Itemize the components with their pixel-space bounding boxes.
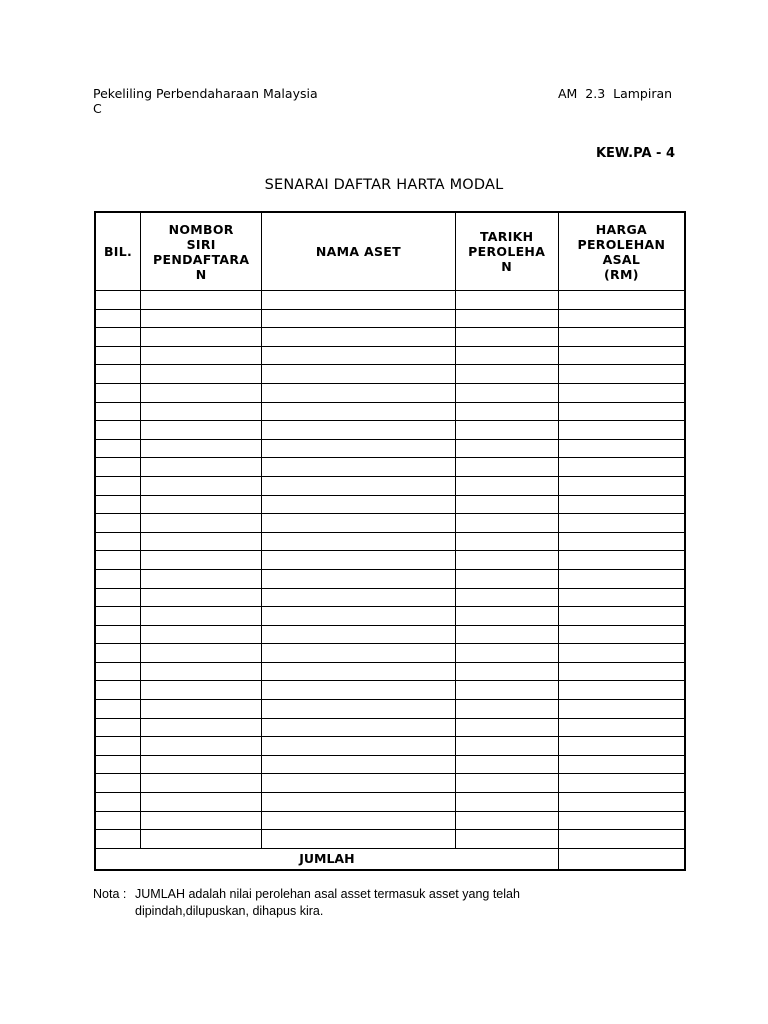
table-row [96,662,685,681]
harga-cell[interactable] [558,644,684,663]
harga-cell[interactable] [558,681,684,700]
column-header-nombor-siri [141,213,262,291]
bil-cell[interactable] [96,421,141,440]
column-header-label: HARGA PEROLEHAN ASAL (RM) [577,221,666,282]
column-header-tarikh [455,213,558,291]
harga-cell[interactable] [558,793,684,812]
tarikh-cell[interactable] [455,569,558,588]
table-row [96,551,685,570]
nama-aset-cell[interactable] [262,495,455,514]
nama-aset-cell[interactable] [262,365,455,384]
bil-cell[interactable] [96,495,141,514]
nama-aset-cell[interactable] [262,774,455,793]
tarikh-cell[interactable] [455,644,558,663]
bil-cell[interactable] [96,291,141,310]
harga-cell[interactable] [558,383,684,402]
total-label: JUMLAH [96,848,559,869]
harga-cell[interactable] [558,328,684,347]
nama-aset-cell[interactable] [262,476,455,495]
table-row [96,588,685,607]
nama-aset-cell[interactable] [262,402,455,421]
harga-cell[interactable] [558,607,684,626]
nama-aset-cell[interactable] [262,439,455,458]
bil-cell[interactable] [96,811,141,830]
harga-cell[interactable] [558,346,684,365]
bil-cell[interactable] [96,662,141,681]
bil-cell[interactable] [96,607,141,626]
total-value-cell[interactable] [558,848,684,869]
bil-cell[interactable] [96,309,141,328]
table-row [96,495,685,514]
harga-cell[interactable] [558,662,684,681]
nombor-siri-cell[interactable] [141,551,262,570]
nombor-siri-cell[interactable] [141,328,262,347]
nombor-siri-cell[interactable] [141,662,262,681]
tarikh-cell[interactable] [455,328,558,347]
harga-cell[interactable] [558,495,684,514]
bil-cell[interactable] [96,681,141,700]
nombor-siri-cell[interactable] [141,421,262,440]
tarikh-cell[interactable] [455,291,558,310]
tarikh-cell[interactable] [455,700,558,719]
nama-aset-cell[interactable] [262,551,455,570]
bil-cell[interactable] [96,402,141,421]
table-row [96,439,685,458]
nama-aset-cell[interactable] [262,309,455,328]
nama-aset-cell[interactable] [262,328,455,347]
nombor-siri-cell[interactable] [141,625,262,644]
nombor-siri-cell[interactable] [141,811,262,830]
nombor-siri-cell[interactable] [141,774,262,793]
nama-aset-cell[interactable] [262,681,455,700]
bil-cell[interactable] [96,774,141,793]
table-row [96,309,685,328]
tarikh-cell[interactable] [455,718,558,737]
page-title: SENARAI DAFTAR HARTA MODAL [264,177,504,193]
tarikh-cell[interactable] [455,309,558,328]
table-row [96,383,685,402]
table-row [96,793,685,812]
tarikh-cell[interactable] [455,774,558,793]
table-row [96,476,685,495]
tarikh-cell[interactable] [455,755,558,774]
nama-aset-cell[interactable] [262,625,455,644]
table-row [96,644,685,663]
tarikh-cell[interactable] [455,793,558,812]
table-row [96,346,685,365]
nombor-siri-cell[interactable] [141,793,262,812]
nama-aset-cell[interactable] [262,291,455,310]
nama-aset-cell[interactable] [262,662,455,681]
table-row [96,737,685,756]
harga-cell[interactable] [558,291,684,310]
nama-aset-cell[interactable] [262,383,455,402]
nombor-siri-cell[interactable] [141,700,262,719]
bil-cell[interactable] [96,700,141,719]
harga-cell[interactable] [558,439,684,458]
bil-cell[interactable] [96,737,141,756]
nombor-siri-cell[interactable] [141,365,262,384]
tarikh-cell[interactable] [455,588,558,607]
table-row [96,328,685,347]
nombor-siri-cell[interactable] [141,458,262,477]
nombor-siri-cell[interactable] [141,346,262,365]
nama-aset-cell[interactable] [262,644,455,663]
bil-cell[interactable] [96,476,141,495]
tarikh-cell[interactable] [455,458,558,477]
bil-cell[interactable] [96,588,141,607]
nama-aset-cell[interactable] [262,737,455,756]
nama-aset-cell[interactable] [262,421,455,440]
harga-cell[interactable] [558,700,684,719]
nombor-siri-cell[interactable] [141,291,262,310]
harga-cell[interactable] [558,458,684,477]
tarikh-cell[interactable] [455,737,558,756]
bil-cell[interactable] [96,514,141,533]
tarikh-cell[interactable] [455,476,558,495]
column-header-label: TARIKH PEROLEHA N [468,229,546,274]
nombor-siri-cell[interactable] [141,681,262,700]
tarikh-cell[interactable] [455,439,558,458]
tarikh-cell[interactable] [455,830,558,849]
harga-cell[interactable] [558,718,684,737]
column-header-label: NOMBOR SIRI PENDAFTARA N [153,221,250,282]
tarikh-cell[interactable] [455,681,558,700]
column-header-bil [96,213,141,291]
nombor-siri-cell[interactable] [141,588,262,607]
asset-register-table [95,212,685,870]
tarikh-cell[interactable] [455,383,558,402]
nombor-siri-cell[interactable] [141,737,262,756]
table-row [96,532,685,551]
harga-cell[interactable] [558,625,684,644]
table-body [96,291,685,849]
bil-cell[interactable] [96,365,141,384]
harga-cell[interactable] [558,755,684,774]
harga-cell[interactable] [558,421,684,440]
circular-name: Pekeliling Perbendaharaan Malaysia [93,86,318,101]
nama-aset-cell[interactable] [262,830,455,849]
nombor-siri-cell[interactable] [141,718,262,737]
nombor-siri-cell[interactable] [141,607,262,626]
nombor-siri-cell[interactable] [141,309,262,328]
tarikh-cell[interactable] [455,811,558,830]
appendix-reference: AM 2.3 Lampiran [558,86,673,101]
table-row [96,774,685,793]
nama-aset-cell[interactable] [262,755,455,774]
table-header-row [96,213,685,291]
harga-cell[interactable] [558,588,684,607]
bil-cell[interactable] [96,439,141,458]
table-row [96,421,685,440]
table-row [96,607,685,626]
tarikh-cell[interactable] [455,346,558,365]
table-row [96,402,685,421]
nombor-siri-cell[interactable] [141,383,262,402]
table-row [96,718,685,737]
column-header-nama-aset [262,213,455,291]
table-row [96,569,685,588]
bil-cell[interactable] [96,551,141,570]
nama-aset-cell[interactable] [262,532,455,551]
harga-cell[interactable] [558,514,684,533]
nama-aset-cell[interactable] [262,811,455,830]
table-row [96,830,685,849]
nombor-siri-cell[interactable] [141,755,262,774]
nama-aset-cell[interactable] [262,588,455,607]
nama-aset-cell[interactable] [262,346,455,365]
tarikh-cell[interactable] [455,532,558,551]
tarikh-cell[interactable] [455,495,558,514]
harga-cell[interactable] [558,551,684,570]
bil-cell[interactable] [96,458,141,477]
table-row [96,700,685,719]
harga-cell[interactable] [558,811,684,830]
table-row [96,681,685,700]
table-row [96,625,685,644]
column-header-harga [558,213,684,291]
footnote [93,886,520,920]
nombor-siri-cell[interactable] [141,402,262,421]
nama-aset-cell[interactable] [262,700,455,719]
bil-cell[interactable] [96,328,141,347]
harga-cell[interactable] [558,402,684,421]
nama-aset-cell[interactable] [262,793,455,812]
tarikh-cell[interactable] [455,662,558,681]
tarikh-cell[interactable] [455,625,558,644]
tarikh-cell[interactable] [455,607,558,626]
appendix-suffix: C [93,101,102,116]
nama-aset-cell[interactable] [262,458,455,477]
harga-cell[interactable] [558,737,684,756]
nombor-siri-cell[interactable] [141,514,262,533]
table-row [96,458,685,477]
bil-cell[interactable] [96,569,141,588]
note-line-1: JUMLAH adalah nilai perolehan asal asset termasuk asset yang telah [135,887,520,901]
harga-cell[interactable] [558,309,684,328]
harga-cell[interactable] [558,569,684,588]
bil-cell[interactable] [96,625,141,644]
harga-cell[interactable] [558,774,684,793]
nombor-siri-cell[interactable] [141,532,262,551]
table-row [96,514,685,533]
column-header-label: BIL. [103,244,133,259]
bil-cell[interactable] [96,755,141,774]
bil-cell[interactable] [96,830,141,849]
note-line-2: dipindah,dilupuskan, dihapus kira. [135,904,324,918]
column-header-label: NAMA ASET [315,244,401,259]
form-code: KEW.PA - 4 [595,146,675,161]
note-label: Nota : [93,887,127,901]
document-reference [93,86,318,116]
harga-cell[interactable] [558,830,684,849]
table-row [96,291,685,310]
bil-cell[interactable] [96,346,141,365]
nama-aset-cell[interactable] [262,569,455,588]
tarikh-cell[interactable] [455,514,558,533]
nombor-siri-cell[interactable] [141,439,262,458]
table-row [96,365,685,384]
tarikh-cell[interactable] [455,402,558,421]
table-row [96,811,685,830]
tarikh-cell[interactable] [455,365,558,384]
nombor-siri-cell[interactable] [141,495,262,514]
tarikh-cell[interactable] [455,421,558,440]
tarikh-cell[interactable] [455,551,558,570]
nombor-siri-cell[interactable] [141,644,262,663]
nombor-siri-cell[interactable] [141,476,262,495]
bil-cell[interactable] [96,644,141,663]
bil-cell[interactable] [96,383,141,402]
harga-cell[interactable] [558,532,684,551]
bil-cell[interactable] [96,793,141,812]
nombor-siri-cell[interactable] [141,569,262,588]
nama-aset-cell[interactable] [262,718,455,737]
harga-cell[interactable] [558,365,684,384]
bil-cell[interactable] [96,532,141,551]
table-row [96,755,685,774]
nama-aset-cell[interactable] [262,607,455,626]
total-row [96,848,685,869]
harga-cell[interactable] [558,476,684,495]
nama-aset-cell[interactable] [262,514,455,533]
nombor-siri-cell[interactable] [141,830,262,849]
bil-cell[interactable] [96,718,141,737]
